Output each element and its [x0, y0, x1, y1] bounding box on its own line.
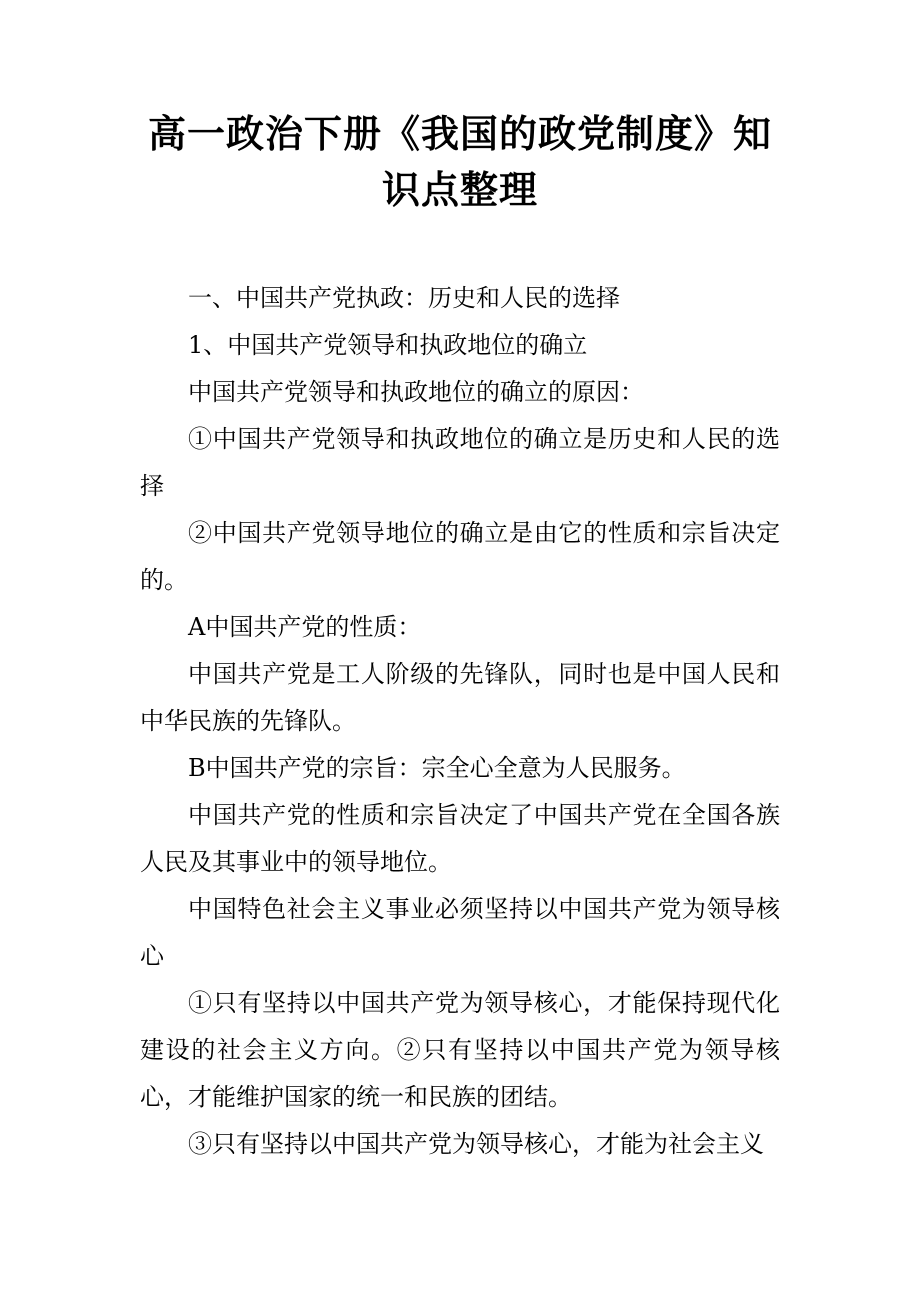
- document-title: 高一政治下册《我国的政党制度》知识点整理: [147, 111, 772, 212]
- paragraph: A中国共产党的性质：: [188, 613, 422, 641]
- paragraph: ①中国共产党领导和执政地位的确立是历史和人民的选择: [140, 425, 780, 500]
- paragraph: 中国共产党领导和执政地位的确立的原因：: [188, 378, 644, 406]
- document-body: [140, 275, 780, 1168]
- paragraph: ③只有坚持以中国共产党为领导核心，才能为社会主义: [188, 1130, 764, 1158]
- paragraph: ①只有坚持以中国共产党为领导核心，才能保持现代化建设的社会主义方向。②只有坚持以中国共产党为领导核心，才能维护国家的统一和民族的团结。: [140, 989, 780, 1111]
- paragraph: ②中国共产党领导地位的确立是由它的性质和宗旨决定的。: [140, 519, 780, 594]
- paragraph: 中国共产党的性质和宗旨决定了中国共产党在全国各族人民及其事业中的领导地位。: [140, 801, 780, 876]
- paragraph: 中国共产党是工人阶级的先锋队，同时也是中国人民和中华民族的先锋队。: [140, 660, 780, 735]
- paragraph: B中国共产党的宗旨：宗全心全意为人民服务。: [188, 754, 686, 782]
- subsection-heading: 1、中国共产党领导和执政地位的确立: [188, 331, 588, 359]
- section-heading: 一、中国共产党执政：历史和人民的选择: [188, 284, 620, 312]
- paragraph: 中国特色社会主义事业必须坚持以中国共产党为领导核心: [140, 895, 780, 970]
